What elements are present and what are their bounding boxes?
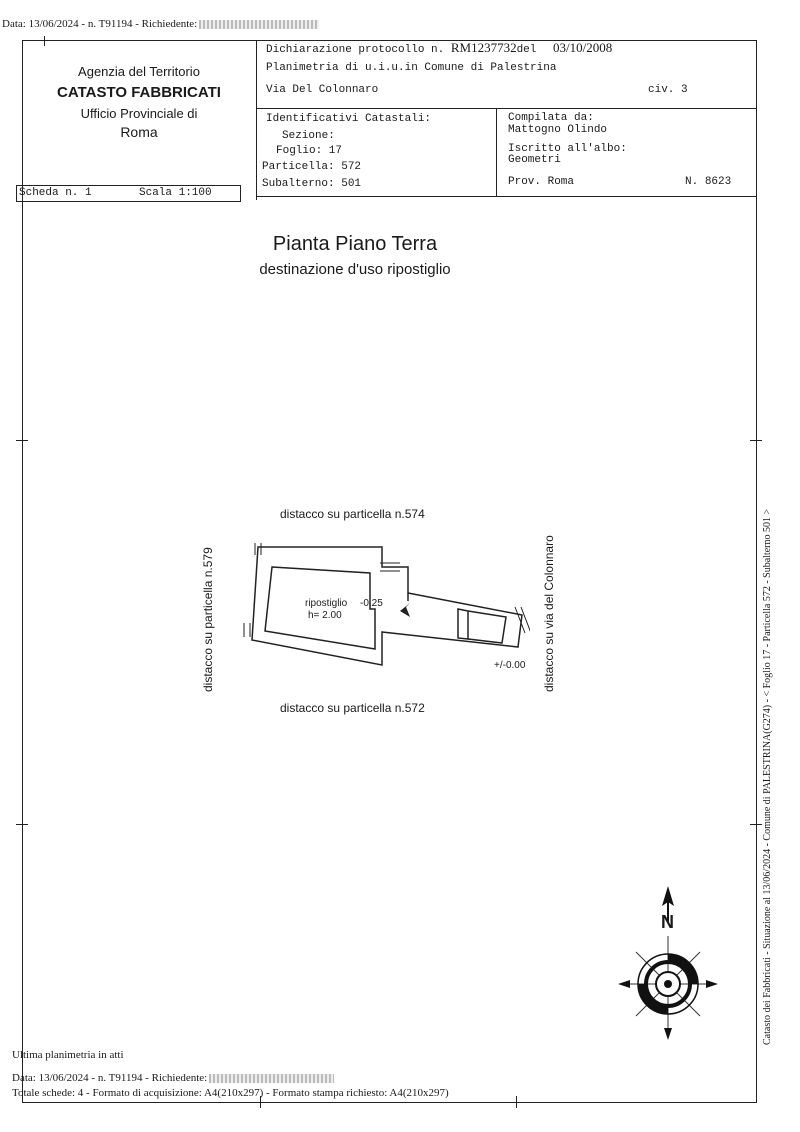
header-divider <box>256 40 257 200</box>
wall-break-marks <box>244 543 530 637</box>
registration-n-label: N. <box>685 176 699 188</box>
last-plan-note: Ultima planimetria in atti <box>12 1049 124 1061</box>
room-height: h= 2.00 <box>308 610 342 621</box>
tick <box>44 36 45 46</box>
header-vline <box>496 108 497 196</box>
particella: Particella: 572 <box>262 161 362 173</box>
agency-name: Agenzia del Territorio <box>78 64 200 79</box>
bottom-totals: Totale schede: 4 - Formato di acquisizione: A4(210x297) - Formato stampa richiesto: A4(210x297) <box>12 1087 449 1099</box>
tick <box>16 440 28 441</box>
drawing-subtitle: destinazione d'uso ripostiglio <box>259 261 451 278</box>
room-name: ripostiglio <box>305 598 348 609</box>
agency-city: Roma <box>120 124 158 140</box>
plan-title: Planimetria di u.i.u.in Comune di Palestrina <box>266 62 557 74</box>
room-level: -0.25 <box>360 598 383 609</box>
protocol-del: del <box>516 44 537 56</box>
civic-number: civ. 3 <box>648 84 688 96</box>
scala: Scala 1:100 <box>139 187 212 199</box>
tick <box>516 1096 517 1108</box>
bottom-meta <box>12 1072 334 1084</box>
side-caption: Catasto dei Fabbricati - Situazione al 13/06/2024 - Comune di PALESTRINA(G274) - < Foglio 17 - Particella 572 - Subalterno 501 > <box>762 508 773 1045</box>
scheda-box <box>16 185 241 202</box>
right-boundary-label: distacco su via del Colonnaro <box>542 535 556 692</box>
scheda: Scheda n. 1 <box>19 187 92 199</box>
tick <box>750 824 762 825</box>
foglio: Foglio: 17 <box>276 145 343 157</box>
sezione: Sezione: <box>282 130 335 142</box>
frame-right <box>756 40 757 1102</box>
subalterno: Subalterno: 501 <box>262 178 362 190</box>
address: Via Del Colonnaro <box>266 84 379 96</box>
drawing-title: Pianta Piano Terra <box>272 233 438 255</box>
redacted-name <box>209 1074 334 1083</box>
registration-number: 8623 <box>704 176 732 188</box>
outer-walls <box>252 547 522 665</box>
header-hline <box>256 108 756 109</box>
protocol-number: RM1237732 <box>450 40 517 55</box>
top-meta <box>2 18 319 30</box>
entrance-arrow-icon <box>400 603 410 617</box>
frame-left <box>22 200 23 1102</box>
tick <box>16 824 28 825</box>
left-boundary-label: distacco su particella n.579 <box>201 547 215 692</box>
bottom-meta-text: Data: 13/06/2024 - n. T91194 - Richiedente: <box>12 1072 208 1084</box>
compiled-label: Compilata da: <box>508 112 594 124</box>
top-boundary-label: distacco su particella n.574 <box>280 507 425 521</box>
compiled-name: Mattogno Olindo <box>508 124 608 136</box>
compass-north-letter: N <box>661 912 674 932</box>
redacted-name <box>199 20 319 29</box>
protocol-date: 03/10/2008 <box>553 40 613 55</box>
registered-value: Geometri <box>508 154 561 166</box>
registration-n <box>685 176 731 188</box>
registered-label: Iscritto all'albo: <box>508 143 627 155</box>
prov: Prov. Roma <box>508 176 575 188</box>
header-bottom <box>256 196 756 197</box>
identifiers-heading: Identificativi Catastali: <box>266 113 432 125</box>
agency-department: CATASTO FABBRICATI <box>57 84 221 101</box>
bottom-boundary-label: distacco su particella n.572 <box>280 701 425 715</box>
street-level: +/-0.00 <box>494 660 526 671</box>
protocol-line <box>266 40 612 56</box>
agency-office: Ufficio Provinciale di <box>80 106 198 121</box>
protocol-label: Dichiarazione protocollo n. <box>266 44 445 56</box>
compass-rose-icon <box>618 884 718 1044</box>
frame-bottom <box>22 1102 757 1103</box>
top-meta-text: Data: 13/06/2024 - n. T91194 - Richiedente: <box>2 18 198 30</box>
tick <box>750 440 762 441</box>
